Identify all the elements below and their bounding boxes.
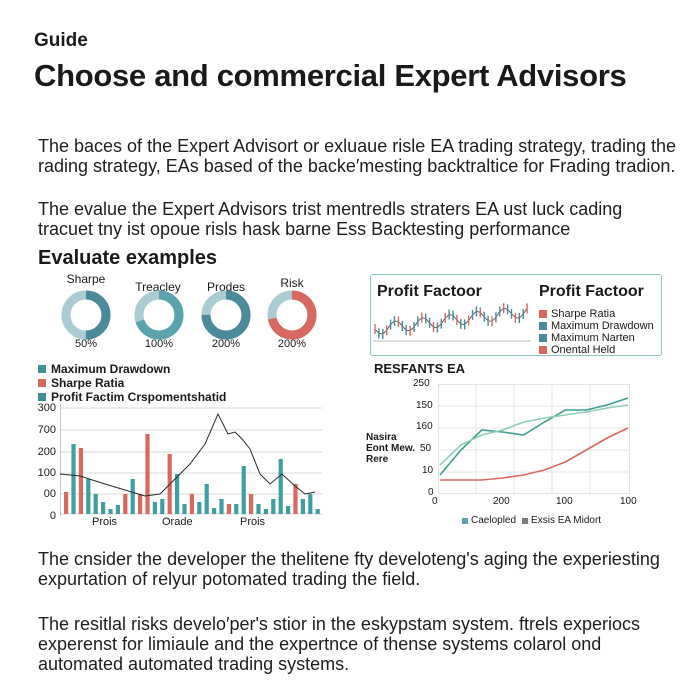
donut-label: Treacley [135, 280, 181, 294]
series-line [440, 405, 628, 465]
plot-frame [438, 384, 630, 494]
bar [279, 459, 283, 514]
donut-value: 100% [144, 338, 174, 350]
y-tick-label: 200 [37, 446, 56, 458]
y-tick-label: 00 [43, 488, 56, 500]
y-tick-label: 100 [37, 467, 56, 479]
bar [286, 506, 290, 514]
x-tick-label: 0 [432, 496, 438, 507]
bar [116, 505, 120, 514]
bar [256, 504, 260, 514]
donut-value: 50% [74, 338, 98, 350]
y-tick-label: 10 [422, 465, 434, 476]
legend-item [539, 332, 654, 344]
bar [197, 502, 201, 514]
section-heading: Evaluate examples [38, 247, 217, 269]
y-tick-label: 250 [413, 378, 430, 389]
legend-label: Profit Factim Crspomentshatid [51, 390, 227, 404]
bar [212, 508, 216, 514]
legend-swatch [522, 518, 528, 524]
y-tick-label: 700 [37, 424, 56, 436]
y-tick-label: 300 [37, 402, 56, 414]
legend-label: Onental Held [551, 344, 616, 356]
legend-swatch [38, 379, 46, 387]
evaluation-paragraph: The evalue the Expert Advisors trist mentredls straters EA ust luck cading tracuet tny ist opoue risls hask barne Ess Backtesting performance [38, 199, 623, 239]
bar [64, 492, 68, 514]
candlestick-sparkline [373, 297, 533, 345]
donut-row [30, 270, 330, 360]
line-chart [438, 384, 630, 494]
legend-swatch [539, 346, 547, 354]
bar [234, 504, 238, 514]
legend-swatch [539, 322, 547, 330]
bar [153, 502, 157, 514]
x-tick-label: Orade [162, 516, 193, 528]
legend-label: Sharpe Ratia [51, 376, 125, 390]
legend-label: Maximum Drawdown [551, 320, 654, 332]
y-tick-label: 0 [49, 510, 56, 522]
bar [94, 494, 98, 514]
x-tick-label: 100 [620, 496, 637, 507]
bar [160, 499, 164, 514]
donut-label: Risk [280, 276, 304, 290]
legend-swatch [462, 518, 468, 524]
y-tick-label: 150 [416, 400, 433, 411]
legend-label: Caelopled [471, 515, 517, 526]
y-tick-label: 160 [416, 421, 433, 432]
trend-line [60, 414, 315, 496]
bar [145, 434, 149, 514]
legend-label: Maximum Narten [551, 332, 635, 344]
legend-label: Sharpe Ratia [551, 308, 616, 320]
profit-legend [539, 308, 654, 356]
bar [227, 504, 231, 514]
bar [79, 448, 83, 514]
y-tick-label: 0 [428, 487, 434, 498]
x-tick-label: Prois [240, 516, 266, 528]
donut-value: 200% [277, 338, 307, 350]
bar [301, 499, 305, 514]
bar [71, 444, 75, 514]
legend-item [38, 390, 226, 404]
bar [123, 494, 127, 514]
bar [242, 466, 246, 514]
chart-legend [462, 515, 601, 526]
panel-title: Profit Factoor [539, 283, 644, 300]
panel-title: Profit Factoor [377, 283, 482, 300]
bar [293, 484, 297, 514]
bar-chart [60, 404, 322, 516]
x-tick-label: 200 [493, 496, 510, 507]
legend-item [539, 320, 654, 332]
bar [101, 502, 105, 514]
chart-title: RESFANTS EA [374, 361, 466, 376]
legend-item [539, 344, 654, 356]
bar [86, 479, 90, 514]
bar [264, 509, 268, 514]
bar-legend [38, 362, 226, 404]
legend-item [38, 376, 226, 390]
legend-swatch [38, 393, 46, 401]
y-tick-label: 50 [420, 443, 432, 454]
side-label: Nasira Eont Mew. Rere [366, 432, 416, 465]
intro-paragraph: The baces of the Expert Advisort or exluaue risle EA trading strategy, trading the rading strategy, EAs based of the backe′mesting backtraltice for Frading tradion. [38, 136, 677, 176]
legend-item [522, 515, 601, 526]
legend-swatch [539, 334, 547, 342]
bar [182, 504, 186, 514]
legend-swatch [38, 365, 46, 373]
x-tick-label: Prois [92, 516, 118, 528]
bar [249, 494, 253, 514]
bar [131, 479, 135, 514]
legend-item [462, 515, 516, 526]
legend-item [539, 308, 654, 320]
legend-swatch [539, 310, 547, 318]
bar [308, 494, 312, 514]
guide-kicker: Guide [34, 30, 88, 51]
legend-item [38, 362, 226, 376]
legend-label: Exsis EA Midort [531, 515, 602, 526]
bar [219, 499, 223, 514]
bar [205, 484, 209, 514]
bar [316, 509, 320, 514]
bar [271, 499, 275, 514]
bar [138, 494, 142, 514]
donut-charts [30, 288, 330, 343]
bar [175, 474, 179, 514]
profit-factor-panel [370, 274, 662, 356]
risks-paragraph: The resitlal risks develo′per's stior in the eskypstam system. ftrels experiocs experenst for limiaule and the expertnce of thense systems colarol ond automated automated trading systems. [38, 614, 641, 674]
donut-label: Sharpe [66, 272, 106, 286]
donut-value: 200% [211, 338, 241, 350]
bar [108, 509, 112, 514]
page-title: Choose and commercial Expert Advisors [34, 58, 627, 93]
bar [190, 494, 194, 514]
developer-paragraph: The cnsider the developer the thelitene fty develoteng's aging the experiesting expurtation of relyur potomated trading the field. [38, 549, 660, 589]
x-tick-label: 100 [556, 496, 573, 507]
legend-label: Maximum Drawdown [51, 362, 171, 376]
donut-label: Prodes [206, 280, 246, 294]
